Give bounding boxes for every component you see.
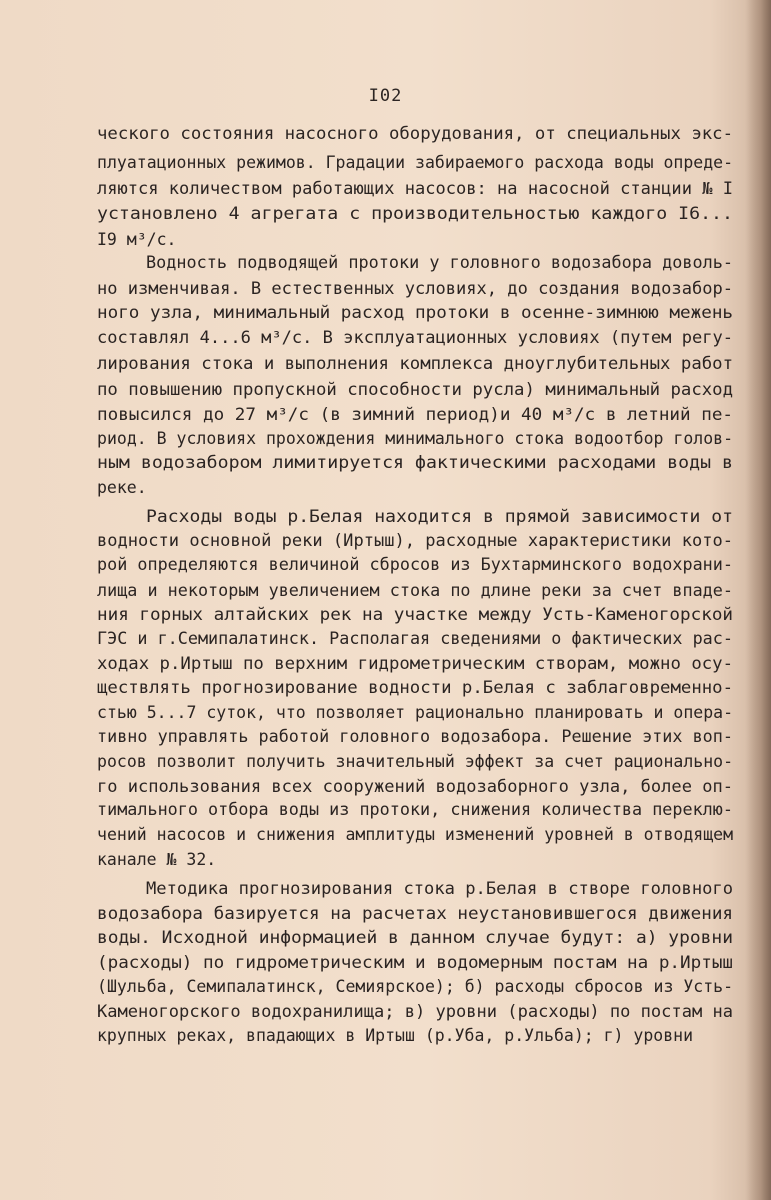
text-line: водности основной реки (Иртыш), расходные характеристики кото- [97,531,733,550]
text-line: ным водозабором лимитируется фактическими расходами воды в [97,453,733,472]
page-number: I02 [368,86,403,106]
text-line: установлено 4 агрегата с производительностью каждого I6... [97,204,733,223]
text-line: по повышению пропускной способности русла) минимальный расход [97,380,734,399]
text-line: плуатационных режимов. Градации забираемого расхода воды опреде- [97,153,734,172]
text-line: ного узла, минимальный расход протоки в осенне-зимнюю межень [97,303,734,322]
text-line: водозабора базируется на расчетах неустановившегося движения [97,904,734,923]
text-line: (расходы) по гидрометрическим и водомерным постам на р.Иртыш [97,953,734,972]
text-line: канале № 32. [97,850,217,869]
text-line: Методика прогнозирования стока р.Белая в створе головного [146,879,734,898]
text-line: но изменчивая. В естественных условиях, до создания водозабор- [97,279,733,298]
text-line: риод. В условиях прохождения минимального стока водоотбор голов- [97,429,734,448]
text-line: реке. [97,478,147,497]
text-line: го использования всех сооружений водозаборного узла, более оп- [97,777,733,796]
text-line: ляются количеством работающих насосов: на насосной станции № I [97,179,733,198]
text-line: тивно управлять работой головного водозабора. Решение этих воп- [97,727,733,746]
text-line: Водность подводящей протоки у головного водозабора доволь- [146,253,734,272]
text-line: ществлять прогнозирование водности р.Белая с заблаговременно- [97,678,734,697]
text-line: лирования стока и выполнения комплекса дноуглубительных работ [97,354,734,373]
text-line: чений насосов и снижения амплитуды изменений уровней в отводящем [97,825,734,844]
text-line: ГЭС и г.Семипалатинск. Располагая сведениями о фактических рас- [97,629,733,648]
text-line: воды. Исходной информацией в данном случае будут: а) уровни [97,928,733,947]
text-line: ния горных алтайских рек на участке между Усть-Каменогорской [97,605,734,624]
text-line: I9 м³/с. [97,230,177,249]
text-line: (Шульба, Семипалатинск, Семиярское); б) расходы сбросов из Усть- [97,977,734,996]
text-line: составлял 4...6 м³/с. В эксплуатационных условиях (путем регу- [97,328,733,347]
text-line: Расходы воды р.Белая находится в прямой зависимости от [146,507,734,526]
text-line: крупных реках, впадающих в Иртыш (р.Уба, р.Ульба); г) уровни [97,1026,694,1045]
text-line: лища и некоторым увеличением стока по длине реки за счет впаде- [97,581,733,600]
text-line: стью 5...7 суток, что позволяет рационально планировать и опера- [97,703,734,722]
text-line: тимального отбора воды из протоки, снижения количества переклю- [97,800,733,819]
text-line: повысился до 27 м³/с (в зимний период)и 40 м³/с в летний пе- [97,405,734,424]
text-line: ческого состояния насосного оборудования, от специальных экс- [97,124,734,143]
text-line: рой определяются величиной сбросов из Бухтарминского водохрани- [97,555,733,574]
page-edge-shadow [745,0,771,1200]
text-line: росов позволит получить значительный эффект за счет рационально- [97,752,734,771]
text-line: ходах р.Иртыш по верхним гидрометрическим створам, можно осу- [97,654,734,673]
text-line: Каменогорского водохранилища; в) уровни (расходы) по постам на [97,1002,733,1021]
